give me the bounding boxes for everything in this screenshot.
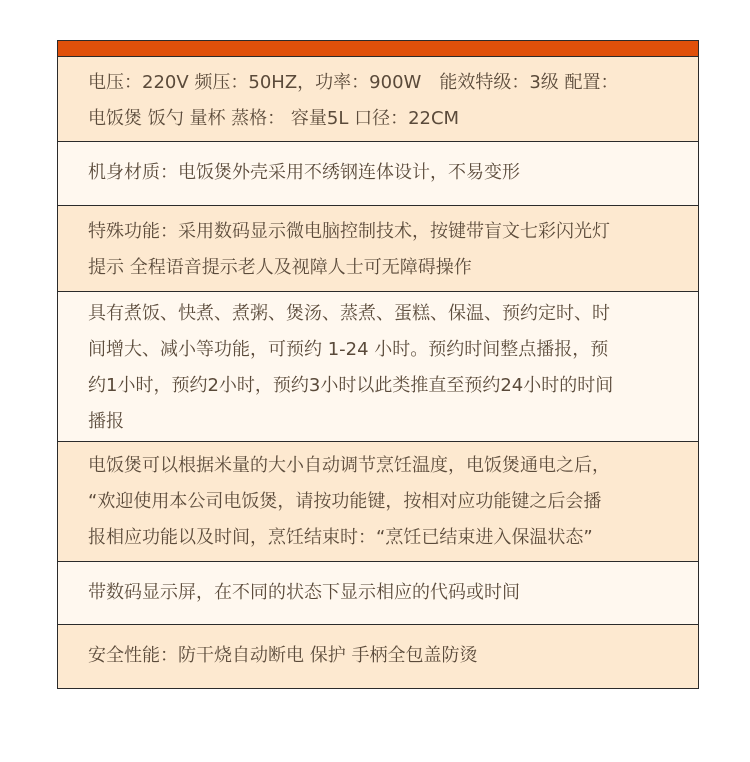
spec-text-line: 具有煮饭、快煮、煮粥、煲汤、蒸煮、蛋糕、保温、预约定时、时 bbox=[88, 303, 610, 324]
spec-row-electrical bbox=[58, 57, 698, 142]
spec-text-line: 播报 bbox=[88, 411, 124, 432]
spec-text-line: “欢迎使用本公司电饭煲，请按功能键，按相对应功能键之后会播 bbox=[88, 491, 602, 512]
spec-row-voice bbox=[58, 442, 698, 562]
spec-row-safety bbox=[58, 625, 698, 688]
spec-text-line: 机身材质：电饭煲外壳采用不绣钢连体设计，不易变形 bbox=[88, 162, 520, 183]
spec-text-line: 特殊功能：采用数码显示微电脑控制技术，按键带盲文七彩闪光灯 bbox=[88, 221, 610, 242]
spec-text-line: 约1小时，预约2小时，预约3小时以此类推直至预约24小时的时间 bbox=[88, 375, 614, 396]
spec-text-line: 报相应功能以及时间，烹饪结束时：“烹饪已结束进入保温状态” bbox=[88, 527, 593, 548]
spec-text-line: 安全性能：防干烧自动断电 保护 手柄全包盖防烫 bbox=[88, 645, 478, 666]
spec-text-line: 提示 全程语音提示老人及视障人士可无障碍操作 bbox=[88, 257, 472, 278]
spec-row-functions bbox=[58, 292, 698, 442]
spec-text-line: 电压：220V 频压：50HZ，功率：900W 能效特级：3级 配置： bbox=[88, 72, 619, 93]
spec-row-display bbox=[58, 562, 698, 625]
spec-text-line: 间增大、减小等功能，可预约 1-24 小时。预约时间整点播报，预 bbox=[88, 339, 609, 360]
spec-row-material bbox=[58, 142, 698, 206]
spec-text-line: 电饭煲可以根据米量的大小自动调节烹饪温度，电饭煲通电之后， bbox=[88, 455, 610, 476]
spec-text-line: 带数码显示屏，在不同的状态下显示相应的代码或时间 bbox=[88, 582, 520, 603]
spec-row-special-function bbox=[58, 206, 698, 292]
table-header-bar bbox=[58, 41, 698, 57]
spec-text-line: 电饭煲 饭勺 量杯 蒸格： 容量5L 口径：22CM bbox=[88, 108, 460, 129]
spec-table bbox=[57, 40, 699, 689]
